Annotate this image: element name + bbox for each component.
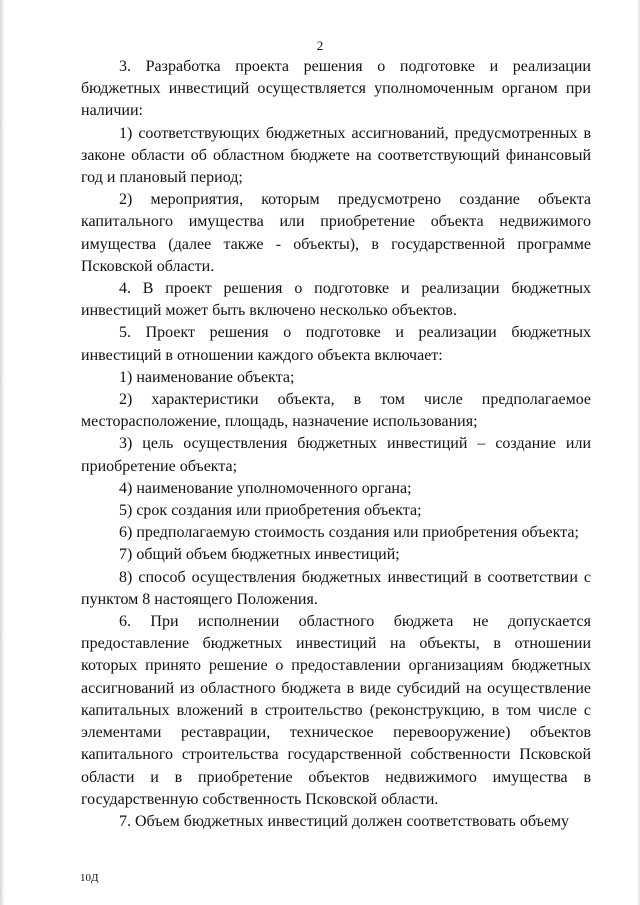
paragraph-5: 5. Проект решения о подготовке и реализации бюджетных инвестиций в отношении каждого объекта включает: (81, 324, 591, 364)
paragraph-3-item-2: 2) мероприятия, которым предусмотрено создание объекта капитального имущества или приобретение объекта недвижимого имущества (далее также - объекты), в государственной программе Псковской области. (81, 191, 591, 275)
paragraph-5-item-3: 3) цель осуществления бюджетных инвестиций – создание или приобретение объекта; (81, 435, 591, 475)
paragraph-3-item-1: 1) соответствующих бюджетных ассигнований, предусмотренных в законе области об областном бюджете на соответствующий финансовый год и плановый период; (81, 124, 591, 187)
page-number: 2 (316, 38, 324, 53)
paragraph-5-item-7: 7) общий объем бюджетных инвестиций; (119, 546, 400, 564)
paragraph-3: 3. Разработка проекта решения о подготовке и реализации бюджетных инвестиций осуществляется уполномоченным органом при наличии: (81, 58, 591, 120)
paragraph-5-item-5: 5) срок создания или приобретения объекта; (119, 502, 422, 520)
paragraph-5-item-6: 6) предполагаемую стоимость создания или приобретения объекта; (119, 524, 579, 542)
paragraph-4: 4. В проект решения о подготовке и реализации бюджетных инвестиций может быть включено несколько объектов. (81, 280, 591, 320)
document-body (81, 56, 591, 833)
scan-edge-left (0, 0, 5, 905)
paragraph-5-item-1: 1) наименование объекта; (119, 368, 295, 386)
paragraph-6: 6. При исполнении областного бюджета не допускается предоставление бюджетных инвестиций на объекты, в отношении которых принято решение о предоставлении организациям бюджетных ассигнований из областного бюджета в виде субсидий на осуществление капитальных вложений в строительство (реконструкцию, в том числе с элементами реставрации, техническое перевооружение) объектов капитального строительства государственной собственности Псковской области и в приобретение объектов недвижимого имущества в государственную собственность Псковской области. (81, 613, 591, 808)
paragraph-7: 7. Объем бюджетных инвестиций должен соответствовать объему (119, 812, 570, 830)
paragraph-5-item-4: 4) наименование уполномоченного органа; (119, 479, 412, 497)
footer-code: 10Д (80, 872, 99, 884)
paragraph-5-item-8: 8) способ осуществления бюджетных инвестиций в соответствии с пунктом 8 настоящего Положения. (81, 568, 591, 608)
paragraph-5-item-2: 2) характеристики объекта, в том числе предполагаемое месторасположение, площадь, назначение использования; (81, 391, 591, 431)
